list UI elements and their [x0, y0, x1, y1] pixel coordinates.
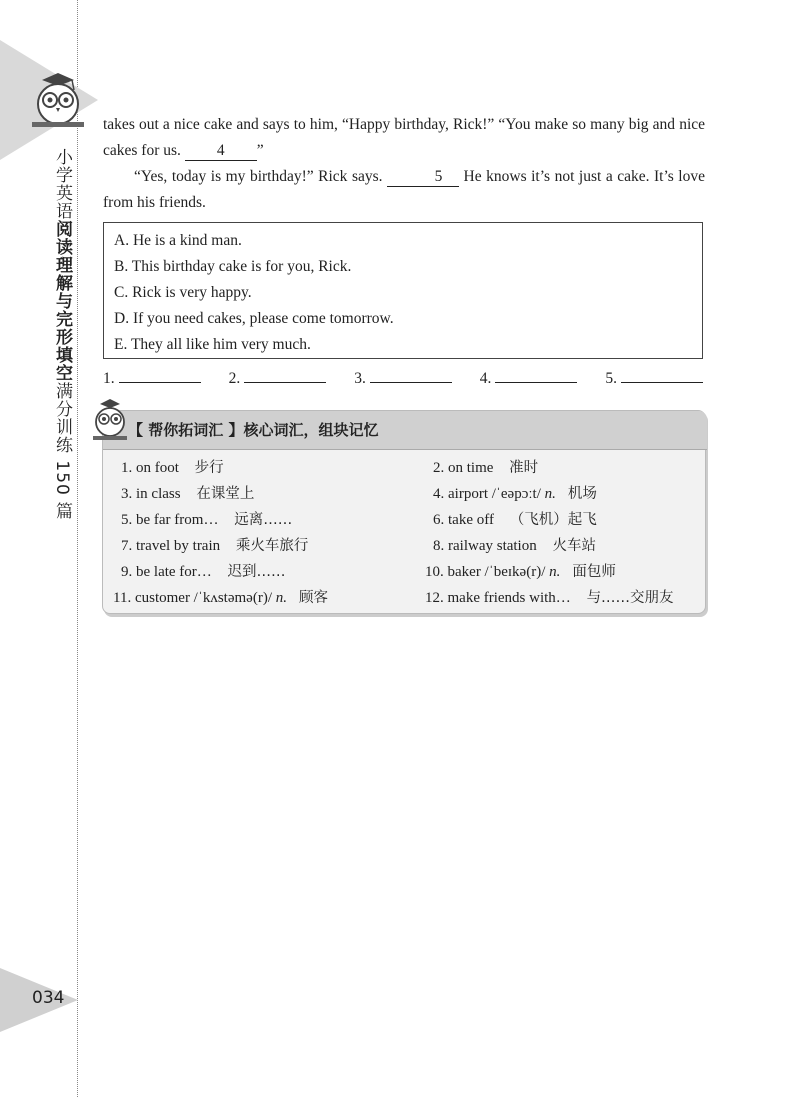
vocab-item: 11. customer /ˈkʌstəmə(r)/ n. 顾客	[113, 590, 328, 606]
answer-blank-4[interactable]: 4	[185, 142, 257, 161]
answer-item-5: 5.	[605, 368, 703, 388]
vocab-item: 9. be late for… 迟到……	[121, 564, 286, 580]
answer-field-1[interactable]	[119, 368, 201, 383]
answer-item-4: 4.	[480, 368, 578, 388]
answer-field-3[interactable]	[370, 368, 452, 383]
vocab-item: 8. railway station 火车站	[433, 538, 596, 554]
binding-dotted-line	[77, 0, 78, 1097]
option-d: D. If you need cakes, please come tomorrow.	[114, 310, 394, 327]
answer-field-4[interactable]	[495, 368, 577, 383]
option-b: B. This birthday cake is for you, Rick.	[114, 258, 352, 275]
book-title-vertical: 小学英语阅读理解与完形填空满分训练 150 篇	[52, 148, 72, 521]
vocab-item: 12. make friends with… 与……交朋友	[425, 590, 674, 606]
vocab-item: 4. airport /ˈeəpɔːt/ n. 机场	[433, 486, 597, 502]
answer-line	[103, 368, 703, 388]
vocab-item: 10. baker /ˈbeɪkə(r)/ n. 面包师	[425, 564, 616, 580]
page-number: 034	[32, 988, 65, 1008]
answer-field-5[interactable]	[621, 368, 703, 383]
vocab-item: 1. on foot 步行	[121, 460, 224, 476]
vocab-panel	[102, 410, 706, 614]
story-text: takes out a nice cake and says to him, “Happy birthday, Rick!” “You make so many big and nice cakes for us. 4 ” “Yes, today is my birthday!” Rick says. 5 He knows it’s not just a cake. It’s love from his friends.	[103, 116, 706, 211]
vocab-item: 6. take off （飞机）起飞	[433, 512, 597, 528]
answer-blank-5[interactable]: 5	[387, 168, 459, 187]
vocab-item: 7. travel by train 乘火车旅行	[121, 538, 309, 554]
options-box	[103, 222, 703, 359]
answer-field-2[interactable]	[244, 368, 326, 383]
owl-mascot-icon	[28, 70, 88, 132]
vocab-header-title: 【 帮你拓词汇 】核心词汇，组块记忆	[128, 421, 379, 439]
vocab-item: 5. be far from… 远离……	[121, 512, 293, 528]
option-c: C. Rick is very happy.	[114, 284, 252, 301]
option-e: E. They all like him very much.	[114, 336, 311, 353]
answer-item-2: 2.	[229, 368, 327, 388]
option-a: A. He is a kind man.	[114, 232, 242, 249]
vocab-header	[103, 411, 707, 450]
answer-item-3: 3.	[354, 368, 452, 388]
answer-item-1: 1.	[103, 368, 201, 388]
vocab-item: 2. on time 准时	[433, 460, 539, 476]
vocab-item: 3. in class 在课堂上	[121, 486, 255, 502]
owl-mascot-small-icon	[90, 396, 130, 446]
